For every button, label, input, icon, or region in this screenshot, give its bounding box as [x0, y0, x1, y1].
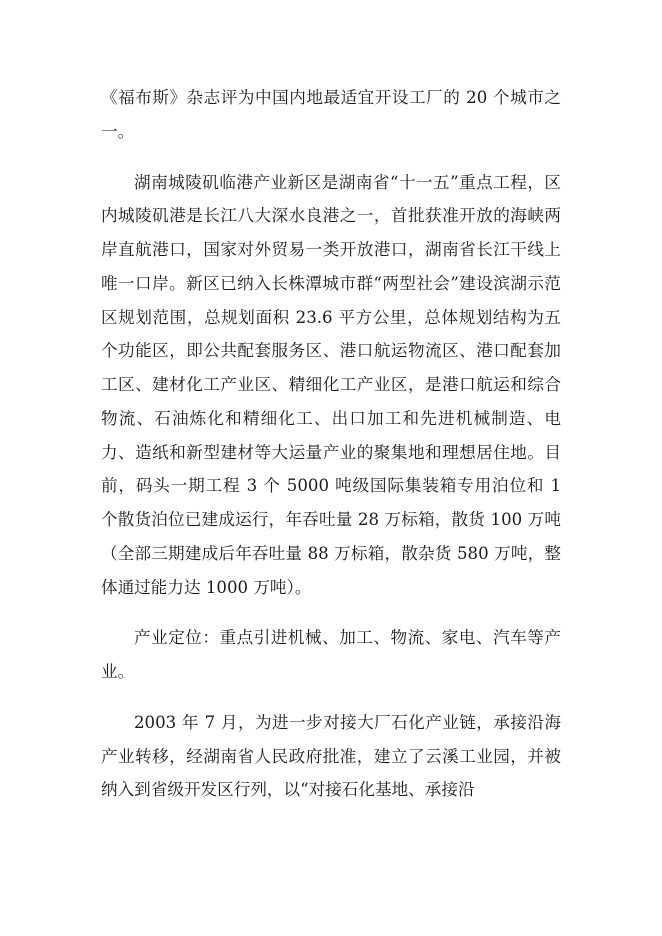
document-body	[101, 81, 561, 824]
paragraph-yunxi-industrial-park: 2003 年 7 月，为进一步对接大厂石化产业链，承接沿海产业转移，经湖南省人民政府批准，建立了云溪工业园，并被纳入到省级开发区行列，以“对接石化基地、承接沿	[101, 712, 561, 800]
paragraph-forbes-ranking: 《福布斯》杂志评为中国内地最适宜开设工厂的 20 个城市之一。	[101, 88, 561, 141]
paragraph-chenglingji-new-area: 湖南城陵矶临港产业新区是湖南省“十一五”重点工程，区内城陵矶港是长江八大深水良港之一，首批获准开放的海峡两岸直航港口，国家对外贸易一类开放港口，湖南省长江干线上唯一口岸。新区已纳入长株潭城市群“两型社会”建设滨湖示范区规划范围，总规划面积 23.6 平方公里，总体规划结构为五个功能区，即公共配套服务区、港口航运物流区、港口配套加工区、建材化工产业区、精细化工产业区，是港口航运和综合物流、石油炼化和精细化工、出口加工和先进机械制造、电力、造纸和新型建材等大运量产业的聚集地和理想居住地。目前，码头一期工程 3 个 5000 吨级国际集装箱专用泊位和 1 个散货泊位已建成运行，年吞吐量 28 万标箱，散货 100 万吨（全部三期建成后年吞吐量 88 万标箱，散杂货 580 万吨，整体通过能力达 1000 万吨）。	[101, 172, 561, 597]
paragraph-industry-positioning: 产业定位：重点引进机械、加工、物流、家电、汽车等产业。	[101, 628, 561, 681]
